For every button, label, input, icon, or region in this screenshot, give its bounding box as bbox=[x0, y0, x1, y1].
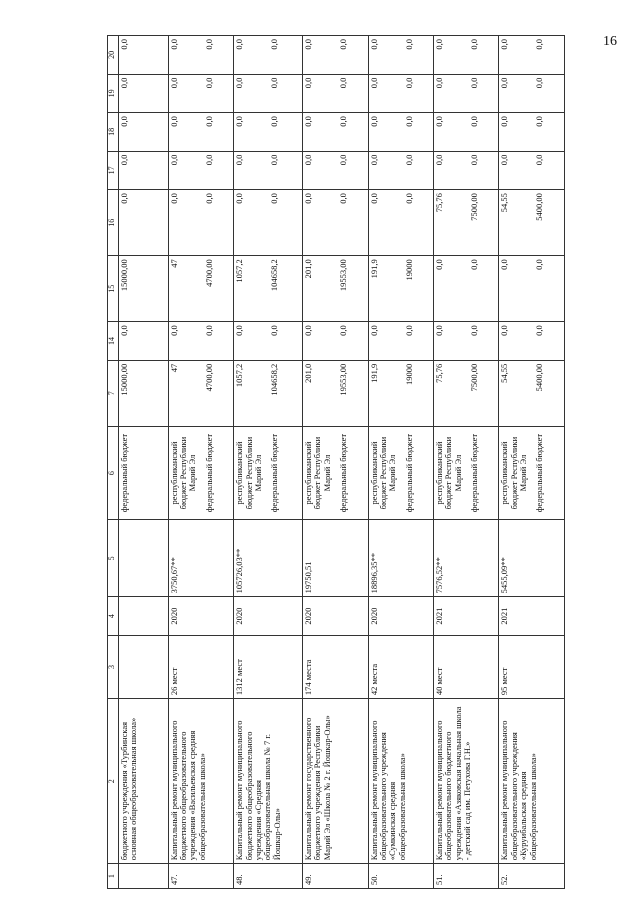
col-17-value: 0,0 bbox=[434, 154, 444, 166]
col-7-value: 7500,00 bbox=[469, 363, 479, 392]
object-name: Капитальный ремонт государственного бюджетного учреждения Республики Марий Эл «Школа № 2 г. Йошкар-Олы» bbox=[303, 699, 368, 864]
funding-source-name: республиканский бюджет Республики Марий Эл bbox=[368, 436, 398, 510]
funding-source-name: республиканский бюджет Республики Марий Эл bbox=[434, 436, 463, 510]
col-20-value: 0,0 bbox=[434, 39, 444, 50]
col-14-value: 0,0 bbox=[203, 325, 214, 336]
object-name: бюджетного учреждения «Турбинская основная общеобразовательная школа» bbox=[119, 699, 169, 864]
col-18 bbox=[303, 113, 368, 152]
column-number-16: 16 bbox=[108, 190, 119, 256]
funding-source-name: республиканский бюджет Республики Марий Эл bbox=[303, 436, 332, 510]
col-14-value: 0,0 bbox=[234, 325, 245, 336]
funding-source-name: федеральный бюджет bbox=[469, 433, 479, 513]
col-18 bbox=[368, 113, 433, 152]
col-17-value: 0,0 bbox=[368, 154, 379, 166]
col-16-value: 0,0 bbox=[368, 193, 379, 204]
col-17 bbox=[434, 151, 499, 190]
col-18-value: 0,0 bbox=[168, 116, 179, 127]
col-18-value: 0,0 bbox=[203, 116, 214, 127]
col-7-value: 1057,2 bbox=[234, 363, 245, 388]
col-19 bbox=[303, 74, 368, 113]
estimated-cost: 105726,03** bbox=[234, 520, 303, 597]
funding-source-name: федеральный бюджет bbox=[203, 433, 214, 513]
col-20-value: 0,0 bbox=[338, 39, 349, 50]
col-14 bbox=[303, 322, 368, 361]
col-15-value: 19000 bbox=[403, 259, 414, 281]
col-18-value: 0,0 bbox=[469, 116, 479, 127]
column-number-19: 19 bbox=[108, 74, 119, 113]
col-14-value: 0,0 bbox=[434, 325, 444, 336]
funding-source bbox=[168, 426, 233, 520]
col-17-value: 0,0 bbox=[534, 154, 545, 166]
col-20-value: 0,0 bbox=[368, 39, 379, 50]
col-15 bbox=[234, 256, 303, 322]
col-15 bbox=[303, 256, 368, 322]
col-14 bbox=[434, 322, 499, 361]
column-number-1: 1 bbox=[108, 864, 119, 889]
col-7-value: 4700,00 bbox=[203, 363, 214, 392]
col-19-value: 0,0 bbox=[119, 77, 129, 89]
col-19 bbox=[368, 74, 433, 113]
col-17-value: 0,0 bbox=[269, 154, 280, 166]
col-7 bbox=[368, 360, 433, 426]
col-14-value: 0,0 bbox=[303, 325, 314, 336]
object-name: Капитальный ремонт муниципального общеобразовательного учреждения «Сумкинская средняя общеобразовательная школа» bbox=[368, 699, 433, 864]
col-15-value: 1057,2 bbox=[234, 259, 245, 283]
col-16-value: 0,0 bbox=[269, 193, 280, 204]
estimated-cost: 5455,09** bbox=[499, 520, 565, 597]
object-name: Капитальный ремонт муниципального бюджетного общеобразовательного учреждения «Васильевская средняя общеобразовательная школа» bbox=[168, 699, 233, 864]
col-16-value: 7500,00 bbox=[469, 193, 479, 221]
object-name: Капитальный ремонт муниципального общеобразовательного бюджетного учреждения «Азяковская начальная школа - детский сад им. Петухова Г.Н.» bbox=[434, 699, 499, 864]
funding-source bbox=[234, 426, 303, 520]
rotated-table-container bbox=[107, 35, 565, 889]
col-7-value: 54,55 bbox=[499, 363, 510, 383]
col-7-value: 19553,00 bbox=[338, 363, 349, 396]
col-18-value: 0,0 bbox=[119, 116, 129, 127]
col-17-value: 0,0 bbox=[119, 154, 129, 166]
col-7-value: 5400,00 bbox=[534, 363, 545, 392]
col-16-value: 54,55 bbox=[499, 193, 510, 213]
col-7 bbox=[168, 360, 233, 426]
col-20 bbox=[234, 36, 303, 75]
capacity: 1312 мест bbox=[234, 635, 303, 698]
col-7 bbox=[499, 360, 565, 426]
col-19-value: 0,0 bbox=[168, 77, 179, 89]
col-14-value: 0,0 bbox=[168, 325, 179, 336]
col-19-value: 0,0 bbox=[434, 77, 444, 89]
col-20-value: 0,0 bbox=[203, 39, 214, 50]
col-18 bbox=[119, 113, 169, 152]
col-15 bbox=[434, 256, 499, 322]
col-20-value: 0,0 bbox=[234, 39, 245, 50]
col-16-value: 0,0 bbox=[119, 193, 129, 204]
capacity: 26 мест bbox=[168, 635, 233, 698]
col-14-value: 0,0 bbox=[119, 325, 129, 336]
year: 2020 bbox=[368, 597, 433, 636]
col-19-value: 0,0 bbox=[403, 77, 414, 89]
column-number-row bbox=[108, 36, 119, 889]
col-20-value: 0,0 bbox=[119, 39, 129, 50]
col-19-value: 0,0 bbox=[499, 77, 510, 89]
col-14 bbox=[168, 322, 233, 361]
col-20 bbox=[168, 36, 233, 75]
col-19 bbox=[434, 74, 499, 113]
col-18-value: 0,0 bbox=[303, 116, 314, 127]
col-16-value: 5400,00 bbox=[534, 193, 545, 221]
col-20 bbox=[119, 36, 169, 75]
col-15-value: 0,0 bbox=[469, 259, 479, 270]
col-18-value: 0,0 bbox=[338, 116, 349, 127]
estimated-cost: 19750,51 bbox=[303, 520, 368, 597]
column-number-20: 20 bbox=[108, 36, 119, 75]
col-14-value: 0,0 bbox=[534, 325, 545, 336]
col-19 bbox=[119, 74, 169, 113]
col-15 bbox=[168, 256, 233, 322]
col-20 bbox=[499, 36, 565, 75]
col-18-value: 0,0 bbox=[434, 116, 444, 127]
col-14-value: 0,0 bbox=[368, 325, 379, 336]
budget-table bbox=[107, 35, 565, 889]
year bbox=[119, 597, 169, 636]
col-14 bbox=[119, 322, 169, 361]
funding-source-name: республиканский бюджет Республики Марий Эл bbox=[499, 436, 529, 510]
col-20 bbox=[434, 36, 499, 75]
col-20-value: 0,0 bbox=[469, 39, 479, 50]
column-number-4: 4 bbox=[108, 597, 119, 636]
funding-source bbox=[434, 426, 499, 520]
col-18-value: 0,0 bbox=[269, 116, 280, 127]
col-17 bbox=[303, 151, 368, 190]
year: 2021 bbox=[499, 597, 565, 636]
col-17 bbox=[119, 151, 169, 190]
col-19-value: 0,0 bbox=[269, 77, 280, 89]
col-20-value: 0,0 bbox=[269, 39, 280, 50]
col-15-value: 0,0 bbox=[534, 259, 545, 270]
col-16-value: 75,76 bbox=[434, 193, 444, 213]
col-15-value: 104658,2 bbox=[269, 259, 280, 292]
col-18 bbox=[234, 113, 303, 152]
capacity: 42 места bbox=[368, 635, 433, 698]
col-17 bbox=[168, 151, 233, 190]
col-16-value: 0,0 bbox=[338, 193, 349, 204]
funding-source bbox=[119, 426, 169, 520]
col-16 bbox=[168, 190, 233, 256]
col-19-value: 0,0 bbox=[203, 77, 214, 89]
col-19-value: 0,0 bbox=[534, 77, 545, 89]
column-number-17: 17 bbox=[108, 151, 119, 190]
col-15-value: 4700,00 bbox=[203, 259, 214, 287]
col-17 bbox=[368, 151, 433, 190]
col-14-value: 0,0 bbox=[269, 325, 280, 336]
table-row bbox=[168, 36, 233, 889]
col-15 bbox=[499, 256, 565, 322]
col-17-value: 0,0 bbox=[203, 154, 214, 166]
object-name: Капитальный ремонт муниципального общеобразовательного учреждения «Куруибальская средняя общеобразовательная школа» bbox=[499, 699, 565, 864]
column-number-3: 3 bbox=[108, 635, 119, 698]
col-7-value: 201,0 bbox=[303, 363, 314, 383]
col-7-value: 19000 bbox=[403, 363, 414, 385]
object-name: Капитальный ремонт муниципального бюджетного общеобразовательного учреждения «Средняя общеобразовательная школа № 7 г. Йошкар-Олы» bbox=[234, 699, 303, 864]
funding-source bbox=[303, 426, 368, 520]
capacity: 40 мест bbox=[434, 635, 499, 698]
funding-source-name: федеральный бюджет bbox=[119, 433, 129, 513]
col-15-value: 191,9 bbox=[368, 259, 379, 279]
col-14-value: 0,0 bbox=[499, 325, 510, 336]
col-19 bbox=[234, 74, 303, 113]
col-19-value: 0,0 bbox=[469, 77, 479, 89]
page-number: 16 bbox=[603, 34, 617, 49]
col-20 bbox=[368, 36, 433, 75]
col-20-value: 0,0 bbox=[403, 39, 414, 50]
col-20-value: 0,0 bbox=[303, 39, 314, 50]
row-number: 52. bbox=[499, 864, 565, 889]
col-17-value: 0,0 bbox=[168, 154, 179, 166]
col-17-value: 0,0 bbox=[403, 154, 414, 166]
col-18-value: 0,0 bbox=[368, 116, 379, 127]
table-row bbox=[434, 36, 499, 889]
col-7-value: 104658,2 bbox=[269, 363, 280, 396]
col-20-value: 0,0 bbox=[168, 39, 179, 50]
row-number: 48. bbox=[234, 864, 303, 889]
col-17-value: 0,0 bbox=[499, 154, 510, 166]
column-number-18: 18 bbox=[108, 113, 119, 152]
funding-source bbox=[499, 426, 565, 520]
col-16 bbox=[234, 190, 303, 256]
col-19 bbox=[499, 74, 565, 113]
col-16-value: 0,0 bbox=[234, 193, 245, 204]
row-number: 49. bbox=[303, 864, 368, 889]
col-15-value: 0,0 bbox=[499, 259, 510, 270]
col-14-value: 0,0 bbox=[338, 325, 349, 336]
col-17 bbox=[499, 151, 565, 190]
funding-source-name: республиканский бюджет Республики Марий Эл bbox=[234, 436, 263, 510]
col-7-value: 15000,00 bbox=[119, 363, 129, 396]
col-16-value: 0,0 bbox=[168, 193, 179, 204]
estimated-cost: 3750,67** bbox=[168, 520, 233, 597]
col-7 bbox=[119, 360, 169, 426]
funding-source-name: федеральный бюджет bbox=[403, 433, 414, 513]
col-15-value: 15000,00 bbox=[119, 259, 129, 292]
col-18 bbox=[168, 113, 233, 152]
year: 2020 bbox=[303, 597, 368, 636]
col-17-value: 0,0 bbox=[469, 154, 479, 166]
col-16 bbox=[119, 190, 169, 256]
col-15-value: 19553,00 bbox=[338, 259, 349, 292]
table-row bbox=[234, 36, 303, 889]
estimated-cost bbox=[119, 520, 169, 597]
col-16 bbox=[499, 190, 565, 256]
col-7 bbox=[434, 360, 499, 426]
col-7 bbox=[303, 360, 368, 426]
estimated-cost: 7576,52** bbox=[434, 520, 499, 597]
col-7-value: 75,76 bbox=[434, 363, 444, 383]
col-7-value: 191,9 bbox=[368, 363, 379, 383]
capacity: 95 мест bbox=[499, 635, 565, 698]
table-row bbox=[303, 36, 368, 889]
col-15-value: 201,0 bbox=[303, 259, 314, 279]
col-17-value: 0,0 bbox=[234, 154, 245, 166]
col-20-value: 0,0 bbox=[499, 39, 510, 50]
col-19-value: 0,0 bbox=[368, 77, 379, 89]
col-18-value: 0,0 bbox=[403, 116, 414, 127]
col-16 bbox=[434, 190, 499, 256]
col-18-value: 0,0 bbox=[499, 116, 510, 127]
funding-source-name: федеральный бюджет bbox=[269, 433, 280, 513]
col-14-value: 0,0 bbox=[469, 325, 479, 336]
col-15 bbox=[368, 256, 433, 322]
col-19-value: 0,0 bbox=[303, 77, 314, 89]
year: 2020 bbox=[168, 597, 233, 636]
year: 2020 bbox=[234, 597, 303, 636]
col-20 bbox=[303, 36, 368, 75]
col-15-value: 47 bbox=[168, 259, 179, 268]
funding-source bbox=[368, 426, 433, 520]
col-18 bbox=[434, 113, 499, 152]
col-15-value: 0,0 bbox=[434, 259, 444, 270]
col-7-value: 47 bbox=[168, 363, 179, 373]
col-18-value: 0,0 bbox=[234, 116, 245, 127]
col-16 bbox=[368, 190, 433, 256]
col-17-value: 0,0 bbox=[338, 154, 349, 166]
column-number-6: 6 bbox=[108, 426, 119, 520]
col-19-value: 0,0 bbox=[234, 77, 245, 89]
column-number-5: 5 bbox=[108, 520, 119, 597]
column-number-14: 14 bbox=[108, 322, 119, 361]
capacity bbox=[119, 635, 169, 698]
col-17-value: 0,0 bbox=[303, 154, 314, 166]
funding-source-name: республиканский бюджет Республики Марий Эл bbox=[168, 436, 198, 510]
col-19 bbox=[168, 74, 233, 113]
column-number-7: 7 bbox=[108, 360, 119, 426]
table-row bbox=[368, 36, 433, 889]
estimated-cost: 18896,35** bbox=[368, 520, 433, 597]
col-19-value: 0,0 bbox=[338, 77, 349, 89]
row-number bbox=[119, 864, 169, 889]
row-number: 47. bbox=[168, 864, 233, 889]
column-number-15: 15 bbox=[108, 256, 119, 322]
col-14 bbox=[234, 322, 303, 361]
row-number: 50. bbox=[368, 864, 433, 889]
col-14 bbox=[499, 322, 565, 361]
table-row bbox=[499, 36, 565, 889]
col-14-value: 0,0 bbox=[403, 325, 414, 336]
col-16-value: 0,0 bbox=[303, 193, 314, 204]
col-15 bbox=[119, 256, 169, 322]
col-16-value: 0,0 bbox=[403, 193, 414, 204]
col-14 bbox=[368, 322, 433, 361]
col-16 bbox=[303, 190, 368, 256]
column-number-2: 2 bbox=[108, 699, 119, 864]
year: 2021 bbox=[434, 597, 499, 636]
col-7 bbox=[234, 360, 303, 426]
col-16-value: 0,0 bbox=[203, 193, 214, 204]
col-18 bbox=[499, 113, 565, 152]
col-18-value: 0,0 bbox=[534, 116, 545, 127]
row-number: 51. bbox=[434, 864, 499, 889]
table-row bbox=[119, 36, 169, 889]
funding-source-name: федеральный бюджет bbox=[338, 433, 349, 513]
funding-source-name: федеральный бюджет bbox=[534, 433, 545, 513]
col-17 bbox=[234, 151, 303, 190]
col-20-value: 0,0 bbox=[534, 39, 545, 50]
capacity: 174 места bbox=[303, 635, 368, 698]
